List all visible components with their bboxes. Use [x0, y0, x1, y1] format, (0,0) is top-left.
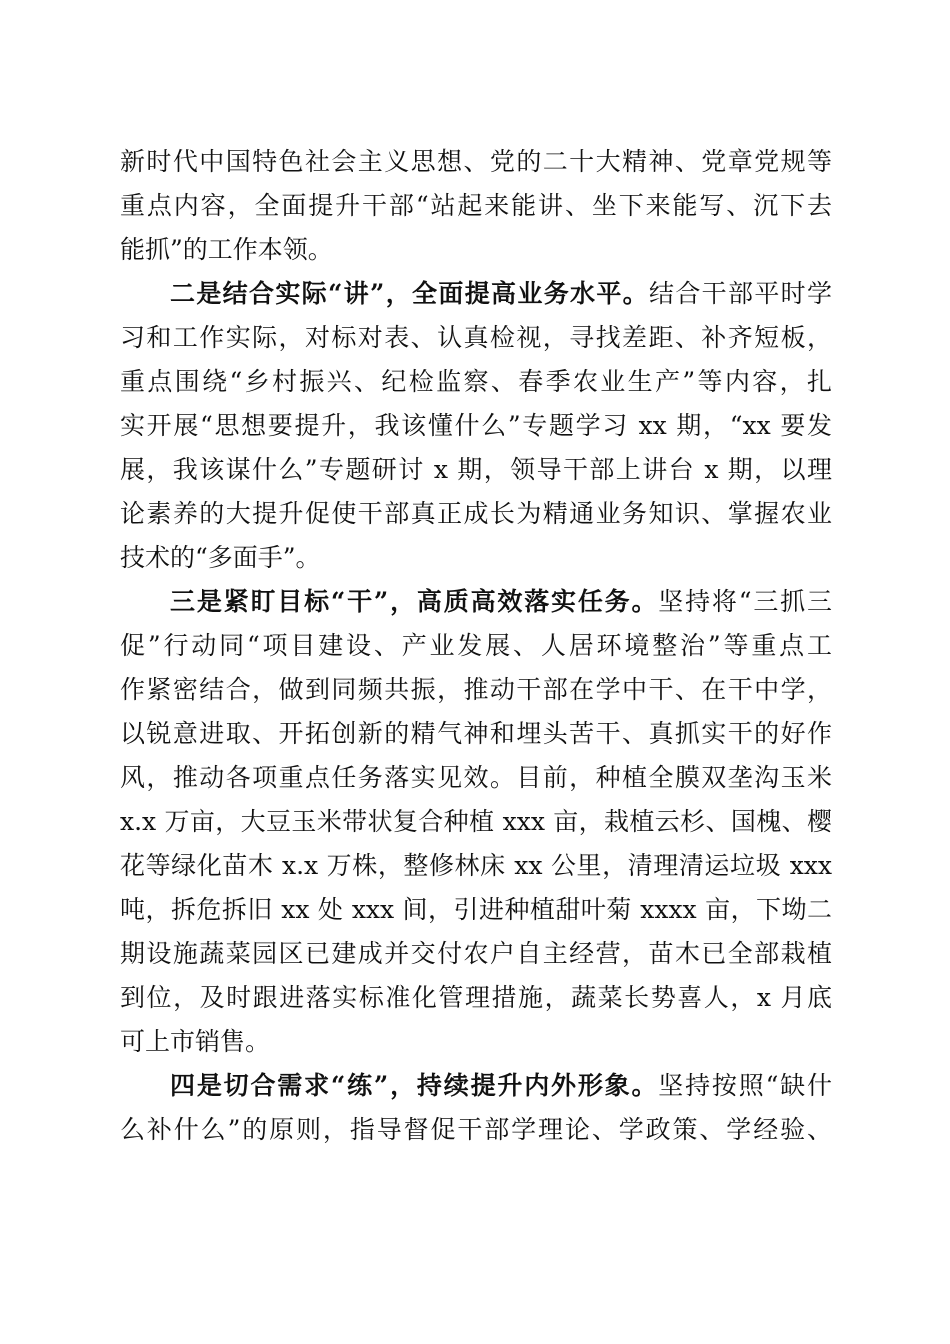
- text-line: x.x 万亩，大豆玉米带状复合种植 xxx 亩，栽植云杉、国槐、樱: [120, 807, 832, 836]
- text-run: 结合干部平时学: [649, 279, 832, 308]
- paragraph-two: [120, 272, 832, 580]
- text-line: 重点内容，全面提升干部“站起来能讲、坐下来能写、沉下去: [120, 191, 832, 220]
- text-line: 么补什么”的原则，指导督促干部学理论、学政策、学经验、: [120, 1115, 832, 1144]
- text-line: 实开展“思想要提升，我该懂什么”专题学习 xx 期，“xx 要发: [120, 411, 832, 440]
- text-line: 吨，拆危拆旧 xx 处 xxx 间，引进种植甜叶菊 xxxx 亩，下坳二: [120, 895, 832, 924]
- text-line: 作紧密结合，做到同频共振，推动干部在学中干、在干中学，: [120, 675, 832, 704]
- text-run: 坚持按照“缺什: [658, 1071, 832, 1100]
- text-line: 重点围绕“乡村振兴、纪检监察、春季农业生产”等内容，扎: [120, 367, 832, 396]
- text-line: 风，推动各项重点任务落实见效。目前，种植全膜双垄沟玉米: [120, 763, 832, 792]
- text-line: 论素养的大提升促使干部真正成长为精通业务知识、掌握农业: [120, 499, 832, 528]
- paragraph-lead-heading: 三是紧盯目标“干”，高质高效落实任务。: [170, 587, 659, 616]
- paragraph-lead-heading: 二是结合实际“讲”，全面提高业务水平。: [170, 279, 650, 308]
- text-line: 可上市销售。: [120, 1027, 271, 1056]
- text-line: 以锐意进取、开拓创新的精气神和埋头苦干、真抓实干的好作: [120, 719, 832, 748]
- text-line-first: [120, 580, 832, 624]
- text-line: 花等绿化苗木 x.x 万株，整修林床 xx 公里，清理清运垃圾 xxx: [120, 851, 832, 880]
- paragraph-continuation: [120, 140, 832, 272]
- text-line: 促”行动同“项目建设、产业发展、人居环境整治”等重点工: [120, 631, 832, 660]
- text-line-first: [120, 272, 832, 316]
- text-line: 展，我该谋什么”专题研讨 x 期，领导干部上讲台 x 期，以理: [120, 455, 832, 484]
- text-line: 新时代中国特色社会主义思想、党的二十大精神、党章党规等: [120, 147, 832, 176]
- paragraph-four: [120, 1064, 832, 1152]
- paragraph-three: [120, 580, 832, 1064]
- text-line-first: [120, 1064, 832, 1108]
- text-line: 期设施蔬菜园区已建成并交付农户自主经营，苗木已全部栽植: [120, 939, 832, 968]
- document-body: [120, 140, 832, 1152]
- text-line: 到位，及时跟进落实标准化管理措施，蔬菜长势喜人，x 月底: [120, 983, 832, 1012]
- text-line: 技术的“多面手”。: [120, 543, 321, 572]
- text-line: 习和工作实际，对标对表、认真检视，寻找差距、补齐短板，: [120, 323, 832, 352]
- text-line: 能抓”的工作本领。: [120, 235, 333, 264]
- paragraph-lead-heading: 四是切合需求“练”，持续提升内外形象。: [170, 1071, 659, 1100]
- text-run: 坚持将“三抓三: [658, 587, 832, 616]
